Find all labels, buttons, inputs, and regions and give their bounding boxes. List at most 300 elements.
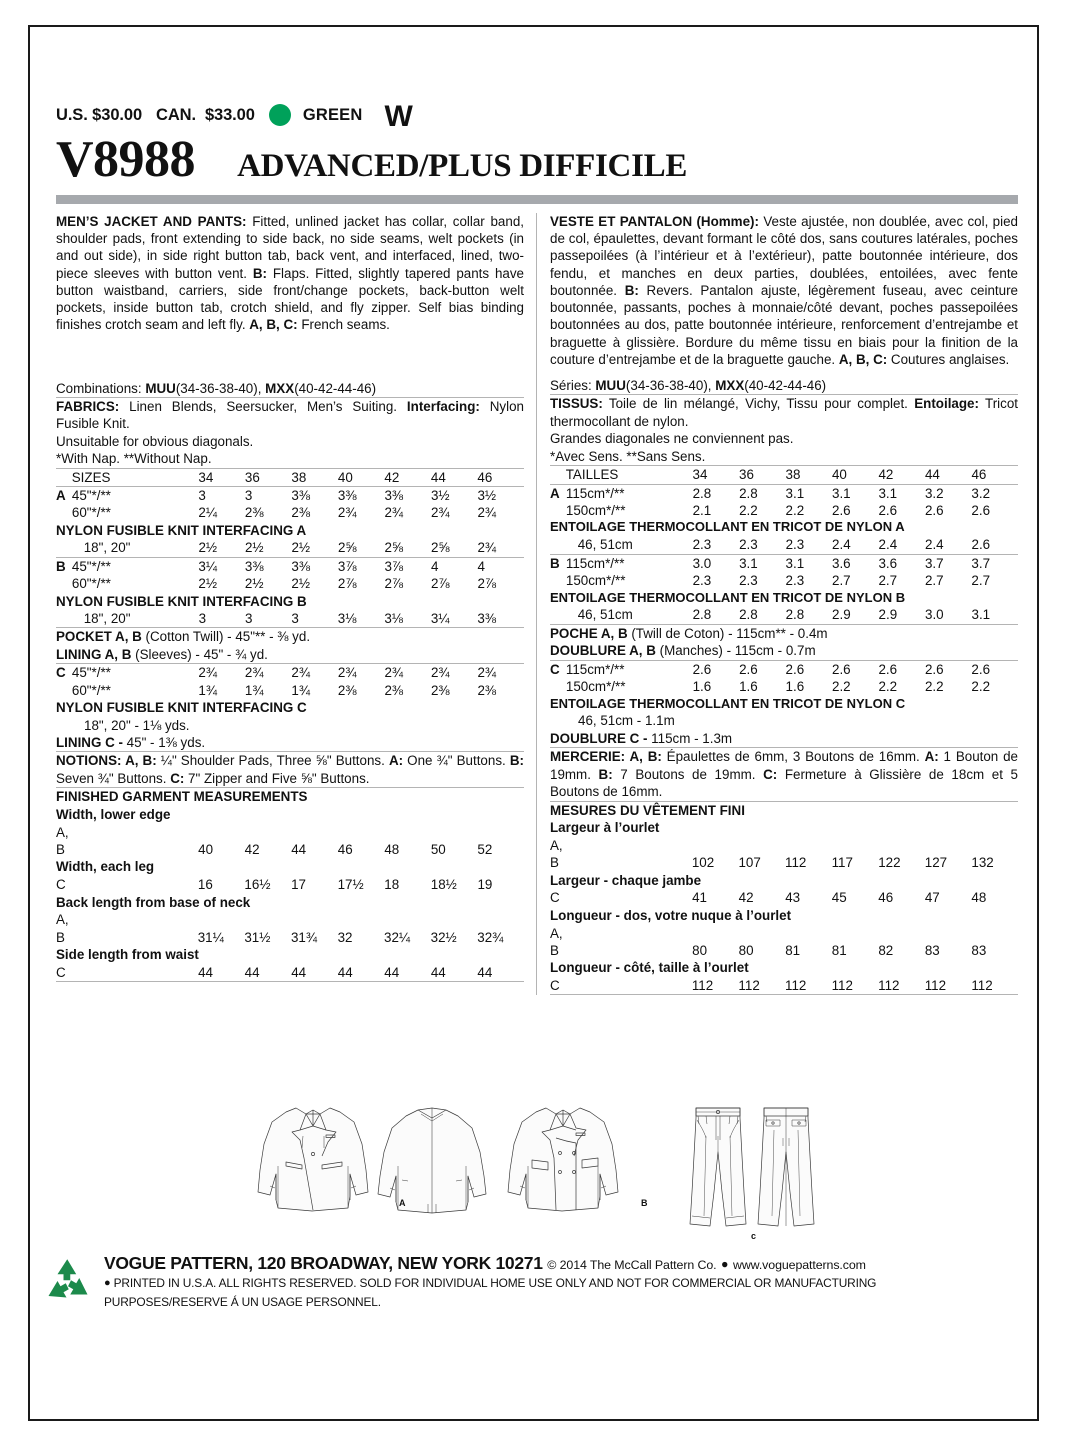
yardage-cell: 3.0 [925, 607, 944, 623]
fgm-cell: 32¼ [384, 929, 411, 945]
yardage-cell: 3.1 [971, 607, 991, 623]
pants-c-front [690, 1108, 746, 1226]
fgm-letter: C [56, 877, 66, 893]
lining-ab-note-en: LINING A, B (Sleeves) - 45" - ¾ yd. [56, 646, 268, 662]
view-letter: A [56, 488, 66, 504]
yardage-cell: 3.2 [971, 485, 991, 501]
table-row [56, 664, 524, 681]
yardage-b-en [56, 558, 524, 593]
yardage-cell: 2.2 [924, 679, 944, 695]
view-letter: C [56, 665, 66, 681]
yardage-cell: 2⅞ [430, 576, 450, 592]
yardage-cell: 3⅜ [244, 558, 264, 574]
size-cell: 40 [337, 469, 353, 485]
fabrics-french: TISSUS: Toile de lin mélangé, Vichy, Tissu pour complet. Entoilage: Tricot thermocollant de nylon. [550, 396, 1019, 429]
table-row-sizes-fr [550, 466, 1018, 483]
content-area [56, 100, 1018, 995]
yardage-cell: 2¾ [198, 665, 217, 681]
yardage-cell: 3.1 [785, 555, 805, 571]
legal-text-1: PRINTED IN U.S.A. ALL RIGHTS RESERVED. SOLD FOR INDIVIDUAL HOME USE ONLY AND NOT FOR COMMERCIAL OR MANUFACTURING [113, 1275, 877, 1290]
yardage-cell: 2.4 [925, 537, 944, 553]
yardage-cell: 3⅜ [337, 488, 357, 504]
interfacing-c-row-en: 18", 20" - 1⅛ yds. [84, 717, 190, 733]
yardage-cell: 3⅜ [477, 611, 497, 627]
yardage-cell: 2.2 [832, 679, 851, 695]
fgm-cell: 18½ [430, 877, 457, 893]
yardage-cell: 3.2 [924, 485, 944, 501]
footer-legal-line-2 [104, 1293, 1024, 1311]
fgm-letter: A, B [550, 925, 563, 958]
table-row [550, 555, 1018, 572]
fgm-cell: 44 [198, 964, 214, 980]
table-row [56, 504, 524, 521]
fabric-width: 60"*/** [71, 682, 111, 698]
footer-legal-line-1 [104, 1274, 1024, 1293]
yardage-cell: 2.6 [692, 661, 712, 677]
notions-fr: MERCERIE: A, B: Épaulettes de 6mm, 3 Boutons de 16mm. A: 1 Bouton de 19mm. B: 7 Boutons de 19mm. C: Fermeture à Glissière de 18cm et 5 Boutons de 16mm. [550, 749, 1018, 800]
yardage-cell: 2.3 [692, 537, 712, 553]
table-row [56, 876, 524, 893]
yardage-cell: 1.6 [739, 679, 758, 695]
yardage-cell: 3.1 [832, 485, 851, 501]
illustration-label-b: B [641, 1198, 648, 1208]
yardage-cell: 2¾ [337, 505, 357, 521]
table-row [56, 539, 524, 556]
fgm-cell: 41 [692, 890, 708, 906]
fgm-cell: 31½ [244, 929, 271, 945]
yardage-cell: 3.1 [739, 555, 758, 571]
illustration-label-c: c [751, 1231, 757, 1241]
yardage-cell: 2.8 [692, 485, 712, 501]
bullet-icon: ● [721, 1257, 729, 1271]
yardage-cell: 2.8 [692, 607, 712, 623]
lining-ab-note-fr: DOUBLURE A, B (Manches) - 115cm - 0.7m [550, 643, 816, 659]
yardage-cell: 3 [198, 488, 206, 504]
yardage-cell: 3.6 [878, 555, 898, 571]
fgm-cell: 42 [244, 842, 260, 858]
yardage-cell: 2⅞ [477, 576, 497, 592]
size-cell: 36 [739, 467, 754, 483]
fgm-cell: 17 [291, 877, 306, 893]
yardage-cell: 3.0 [692, 555, 712, 571]
fgm-cell: 44 [337, 964, 353, 980]
lining-c-note-en: LINING C - 45" - 1⅜ yds. [56, 734, 206, 750]
yardage-cell: 3 [244, 488, 253, 504]
fgm-cell: 80 [692, 942, 708, 958]
fgm-title: Largeur à l’ourlet [550, 820, 660, 836]
fgm-cell: 80 [738, 942, 754, 958]
fgm-cell: 122 [878, 855, 901, 871]
fabric-width: 115cm*/** [565, 485, 625, 501]
fgm-letter: A, B [56, 912, 69, 945]
fgm-cell: 48 [971, 890, 987, 906]
size-cell: 38 [291, 469, 307, 485]
yardage-c-fr [550, 661, 1018, 696]
yardage-cell: 3.7 [971, 555, 991, 571]
yardage-cell: 2.2 [878, 679, 898, 695]
fgm-cell: 112 [785, 855, 807, 871]
column-english [56, 213, 537, 995]
table-row [56, 487, 524, 504]
fabric-width: 18", 20" [83, 611, 131, 627]
yardage-cell: 2¼ [198, 505, 217, 521]
yardage-cell: 2.1 [692, 502, 712, 518]
unsuitable-french: Grandes diagonales ne conviennent pas. [550, 431, 794, 447]
nap-note-english: *With Nap. **Without Nap. [56, 451, 212, 467]
fgm-title: Largeur - chaque jambe [550, 872, 702, 888]
yardage-cell: 2¾ [244, 665, 264, 681]
price-us: U.S. $30.00 [56, 105, 143, 124]
size-cell: 46 [971, 467, 987, 483]
yardage-cell: 2.6 [832, 661, 851, 677]
fgm-cell: 48 [384, 842, 400, 858]
yardage-table-french [550, 466, 1018, 483]
size-group-letter: W [384, 100, 413, 133]
view-letter: A [550, 485, 560, 501]
fabric-width: 115cm*/** [565, 661, 625, 677]
yardage-cell: 2¾ [430, 505, 450, 521]
fgm-cell: 18 [384, 877, 400, 893]
yardage-cell: 1¾ [198, 682, 217, 698]
view-letter: C [550, 661, 560, 677]
yardage-cell: 2.6 [971, 537, 991, 553]
yardage-b-fr [550, 555, 1018, 590]
yardage-cell: 2.2 [971, 679, 991, 695]
table-row [550, 536, 1018, 553]
interfacing-a-table-en [56, 539, 524, 556]
yardage-cell: 3½ [477, 488, 497, 504]
table-row [550, 572, 1018, 589]
interfacing-b-head-fr: ENTOILAGE THERMOCOLLANT EN TRICOT DE NYLON B [550, 589, 906, 605]
yardage-cell: 2.7 [971, 573, 991, 589]
nap-note-french: *Avec Sens. **Sans Sens. [550, 448, 706, 464]
yardage-cell: 3 [198, 611, 207, 627]
bullet-icon: ● [104, 1276, 111, 1289]
yardage-cell: 2⅜ [384, 682, 404, 698]
yardage-cell: 4 [430, 558, 439, 574]
copyright: © 2014 The McCall Pattern Co. [547, 1258, 717, 1272]
fgm-cell: 81 [785, 942, 801, 958]
table-row [550, 606, 1018, 623]
fgm-cell: 112 [785, 978, 807, 994]
fabric-width: 150cm*/** [565, 573, 626, 589]
yardage-cell: 2¾ [384, 665, 404, 681]
yardage-cell: 2¾ [430, 665, 450, 681]
interfacing-c-row-fr: 46, 51cm - 1.1m [578, 713, 675, 729]
interfacing-c-head-fr: ENTOILAGE THERMOCOLLANT EN TRICOT DE NYLON C [550, 695, 906, 711]
table-row [56, 682, 524, 699]
table-row [550, 925, 1018, 960]
yardage-tbody-en [56, 469, 524, 486]
price-can: CAN. $33.00 [156, 105, 255, 124]
yardage-cell: 2.6 [971, 502, 991, 518]
fgm-cell: 16 [197, 877, 213, 893]
yardage-cell: 2.6 [785, 661, 805, 677]
yardage-cell: 2⅝ [337, 540, 357, 556]
yardage-cell: 3⅜ [291, 558, 311, 574]
yardage-cell: 2.8 [739, 485, 758, 501]
yardage-cell: 3⅛ [384, 611, 403, 627]
interfacing-a-head-fr: ENTOILAGE THERMOCOLLANT EN TRICOT DE NYLON A [550, 519, 905, 535]
title-row [56, 131, 1018, 188]
yardage-cell: 2⅜ [337, 682, 357, 698]
yardage-cell: 3⅜ [291, 488, 311, 504]
table-row [550, 977, 1018, 994]
fgm-cell: 46 [878, 890, 894, 906]
unsuitable-english: Unsuitable for obvious diagonals. [56, 433, 254, 449]
yardage-cell: 2.6 [878, 661, 898, 677]
size-cell: 42 [878, 467, 894, 483]
fgm-cell: 112 [878, 978, 900, 994]
description-english: MEN’S JACKET AND PANTS: Fitted, unlined jacket has collar, collar band, shoulder pads, front extending to side back, no side seams, welt pockets (in and out side), in side right button tab, back vent, and interfaced, lined, two-piece sleeves with button vent. B: Flaps. Fitted, slightly tapered pants have button waistband, carriers, side front/change pockets, back-button welt pockets, inside button tab, crotch shield, and fly zipper. Self bias binding finishes crotch seam and left fly. A, B, C: French seams. [56, 214, 524, 333]
yardage-cell: 3¼ [198, 558, 217, 574]
yardage-cell: 2.9 [878, 607, 898, 623]
yardage-cell: 3.6 [832, 555, 851, 571]
yardage-cell: 1¾ [291, 682, 311, 698]
yardage-cell: 1¾ [244, 682, 264, 698]
yardage-c-en [56, 664, 524, 699]
yardage-cell: 2½ [244, 576, 264, 592]
yardage-cell: 2⅜ [477, 682, 497, 698]
size-cell: 40 [831, 467, 847, 483]
fgm-title: Longueur - côté, taille à l’ourlet [550, 960, 749, 976]
pants-c-back [758, 1108, 814, 1226]
fgm-cell: 44 [477, 964, 493, 980]
combinations-french: Séries: MUU(34-36-38-40), MXX(40-42-44-46) [550, 377, 827, 393]
color-label: GREEN [302, 105, 363, 124]
yardage-cell: 2.6 [924, 661, 944, 677]
yardage-a-en [56, 487, 524, 522]
fgm-cell: 47 [924, 890, 940, 906]
yardage-cell: 2.7 [924, 573, 944, 589]
yardage-cell: 2.2 [785, 502, 805, 518]
size-cell: 44 [924, 467, 940, 483]
yardage-cell: 2½ [244, 540, 264, 556]
fgm-cell: 19 [477, 877, 493, 893]
fgm-letter: C [56, 964, 66, 980]
view-letter [550, 678, 566, 695]
fgm-title: Width, each leg [56, 859, 155, 875]
yardage-cell: 2¾ [337, 665, 357, 681]
pocket-note-fr: POCHE A, B (Twill de Coton) - 115cm** - 0.4m [550, 625, 828, 641]
yardage-cell: 2.4 [878, 537, 898, 553]
yardage-cell: 2.9 [832, 607, 851, 623]
yardage-cell: 2½ [291, 540, 311, 556]
fgm-cell: 107 [738, 855, 761, 871]
line-drawings [56, 1092, 1018, 1242]
yardage-cell: 2½ [198, 576, 217, 592]
fgm-head-en: FINISHED GARMENT MEASUREMENTS [56, 789, 308, 805]
fgm-cell: 31¼ [197, 929, 224, 945]
jacket-b-front [508, 1108, 618, 1211]
pocket-note-en: POCKET A, B (Cotton Twill) - 45"** - ⅜ yd. [56, 629, 311, 645]
yardage-cell: 2.4 [832, 537, 851, 553]
fgm-cell: 45 [831, 890, 847, 906]
fgm-cell: 42 [738, 890, 754, 906]
recycle-icon [44, 1255, 92, 1307]
view-letter: B [56, 558, 66, 574]
yardage-cell: 2.6 [878, 502, 898, 518]
fgm-title: Width, lower edge [56, 806, 171, 822]
view-letter [56, 575, 72, 592]
price-row [56, 100, 1018, 133]
website-link[interactable]: www.voguepatterns.com [732, 1258, 866, 1272]
yardage-cell: 2.6 [832, 502, 851, 518]
yardage-cell: 2⅝ [384, 540, 404, 556]
yardage-cell: 2.3 [785, 537, 805, 553]
yardage-cell: 2.2 [739, 502, 758, 518]
lining-c-note-fr: DOUBLURE C - 115cm - 1.3m [550, 730, 733, 746]
fgm-cell: 112 [924, 978, 947, 994]
color-dot-icon [269, 104, 291, 126]
fgm-letter: A, B [56, 824, 69, 858]
fgm-cell: 112 [691, 978, 714, 994]
fgm-group-en [56, 806, 524, 981]
yardage-cell: 2½ [198, 540, 218, 556]
company-address: VOGUE PATTERN, 120 BROADWAY, NEW YORK 10271 [104, 1253, 543, 1273]
size-cell: 34 [198, 469, 214, 485]
fgm-title: Longueur - dos, votre nuque à l’ourlet [550, 907, 792, 923]
view-letter: B [550, 555, 560, 571]
yardage-cell: 3 [291, 611, 299, 627]
yardage-cell: 3½ [430, 488, 450, 504]
yardage-cell: 3⅜ [384, 488, 404, 504]
footer-company-line [104, 1253, 1024, 1274]
fgm-letter: A, B [550, 837, 563, 871]
fgm-cell: 31¾ [290, 929, 318, 945]
table-row [56, 911, 524, 946]
yardage-cell: 4 [477, 558, 485, 574]
yardage-cell: 2.6 [971, 661, 991, 677]
fgm-cell: 46 [337, 842, 353, 858]
combinations-english: Combinations: MUU(34-36-38-40), MXX(40-42-44-46) [56, 380, 377, 396]
table-row [56, 824, 524, 859]
fabric-width: 46, 51cm [577, 607, 633, 623]
size-cell: 42 [384, 469, 400, 485]
fgm-head-fr: MESURES DU VÊTEMENT FINI [550, 802, 745, 818]
fgm-cell: 83 [971, 942, 987, 958]
fgm-cell: 112 [831, 978, 853, 994]
yardage-cell: 3.1 [785, 485, 805, 501]
table-row [56, 558, 524, 575]
fgm-cell: 44 [244, 964, 260, 980]
size-cell: 38 [785, 467, 801, 483]
yardage-cell: 2¾ [477, 540, 497, 556]
yardage-cell: 2.7 [878, 573, 898, 589]
yardage-cell: 3⅞ [384, 558, 404, 574]
yardage-cell: 2¾ [477, 665, 497, 681]
fabric-width: 45"*/** [71, 558, 111, 574]
difficulty-label: ADVANCED/PLUS DIFFICILE [237, 148, 688, 184]
sizes-label-en: SIZES [71, 469, 111, 485]
sizes-label-fr: TAILLES [565, 467, 619, 483]
description-french: VESTE ET PANTALON (Homme): Veste ajustée, non doublée, avec col, pied de col, épaulettes, devant formant le côté dos, sans coutures latérales, poches passepoilées (à l’intérieur et à l’extérieur), patte boutonnée intérieure, dos fendu, et manches en deux parties, doublées, entoilées, avec fente boutonnée. B: Revers. Pantalon ajuste, légèrement fuseau, avec ceinture boutonnée, passants, poches à monnaie/côté devant, poches passepoilées boutonnées au dos, patte boutonnée intérieure, renforcement d’entrejambe et braguette à glissière. Bordure du même tissu en biais pour la finition de la couture d’entrejambe et de la braguette gauche. A, B, C: Coutures anglaises. [550, 214, 1018, 367]
fgm-cell: 17½ [337, 877, 364, 893]
divider [550, 994, 1018, 995]
fabric-width: 18", 20" [83, 540, 131, 556]
fgm-cell: 44 [291, 964, 307, 980]
fgm-cell: 127 [924, 855, 948, 871]
view-letter [550, 572, 566, 589]
table-row [550, 678, 1018, 695]
fgm-letter: C [550, 978, 560, 994]
notions-en: NOTIONS: A, B: ¼" Shoulder Pads, Three ⅝" Buttons. A: One ¾" Buttons. B: Seven ¾" Buttons. C: 7" Zipper and Five ⅝" Buttons. [56, 753, 524, 786]
yardage-cell: 2⅜ [430, 682, 450, 698]
fabric-width: 45"*/** [71, 488, 111, 504]
yardage-cell: 3 [245, 611, 253, 627]
table-row [56, 575, 524, 592]
fgm-cell: 83 [924, 942, 940, 958]
yardage-cell: 3.1 [878, 485, 898, 501]
table-row [56, 964, 524, 981]
table-row [550, 837, 1018, 872]
yardage-cell: 2.6 [739, 661, 758, 677]
yardage-cell: 2⅜ [244, 505, 264, 521]
fgm-cell: 32 [337, 929, 353, 945]
fgm-cell: 44 [384, 964, 400, 980]
yardage-cell: 2.7 [832, 573, 851, 589]
fgm-cell: 81 [831, 942, 847, 958]
table-row [550, 502, 1018, 519]
interfacing-a-table-fr [550, 536, 1018, 553]
interfacing-a-head-en: NYLON FUSIBLE KNIT INTERFACING A [56, 522, 307, 538]
fgm-title: Side length from waist [56, 947, 199, 963]
yardage-cell: 3.7 [924, 555, 944, 571]
jacket-a-front [258, 1108, 368, 1211]
footer-text [104, 1253, 1024, 1311]
fabric-width: 60"*/** [71, 576, 111, 592]
view-letter [56, 504, 72, 521]
fgm-cell: 102 [691, 855, 715, 871]
yardage-cell: 3¼ [430, 611, 450, 627]
table-row [550, 485, 1018, 502]
yardage-cell: 2.3 [692, 573, 712, 589]
yardage-cell: 2.8 [739, 607, 758, 623]
two-column-body [56, 213, 1018, 995]
size-cell: 44 [430, 469, 446, 485]
yardage-cell: 2⅞ [384, 576, 404, 592]
yardage-cell: 2¾ [477, 505, 497, 521]
yardage-cell: 2.3 [739, 537, 758, 553]
yardage-cell: 2⅜ [291, 505, 311, 521]
yardage-cell: 2¾ [291, 665, 311, 681]
yardage-cell: 2.3 [785, 573, 805, 589]
view-letter [56, 682, 72, 699]
fgm-cell: 32¾ [477, 929, 504, 945]
yardage-cell: 2⅞ [337, 576, 357, 592]
yardage-cell: 1.6 [785, 679, 805, 695]
fgm-title: Back length from base of neck [56, 894, 251, 910]
size-cell: 36 [244, 469, 260, 485]
interfacing-b-table-fr [550, 606, 1018, 623]
fgm-cell: 50 [430, 842, 446, 858]
yardage-cell: 3⅞ [337, 558, 357, 574]
fgm-cell: 112 [738, 978, 760, 994]
fabric-width: 60"*/** [71, 505, 111, 521]
fgm-cell: 52 [477, 842, 493, 858]
column-french [537, 213, 1018, 995]
fabric-width: 46, 51cm [577, 537, 633, 553]
yardage-table-english [56, 469, 524, 486]
table-row-sizes-en [56, 469, 524, 486]
fabric-width: 150cm*/** [565, 502, 626, 518]
fabric-width: 115cm*/** [565, 555, 625, 571]
yardage-a-fr [550, 485, 1018, 520]
table-row [550, 661, 1018, 678]
fgm-cell: 82 [878, 942, 894, 958]
fgm-group-fr [550, 819, 1018, 994]
fgm-letter: C [550, 890, 560, 906]
